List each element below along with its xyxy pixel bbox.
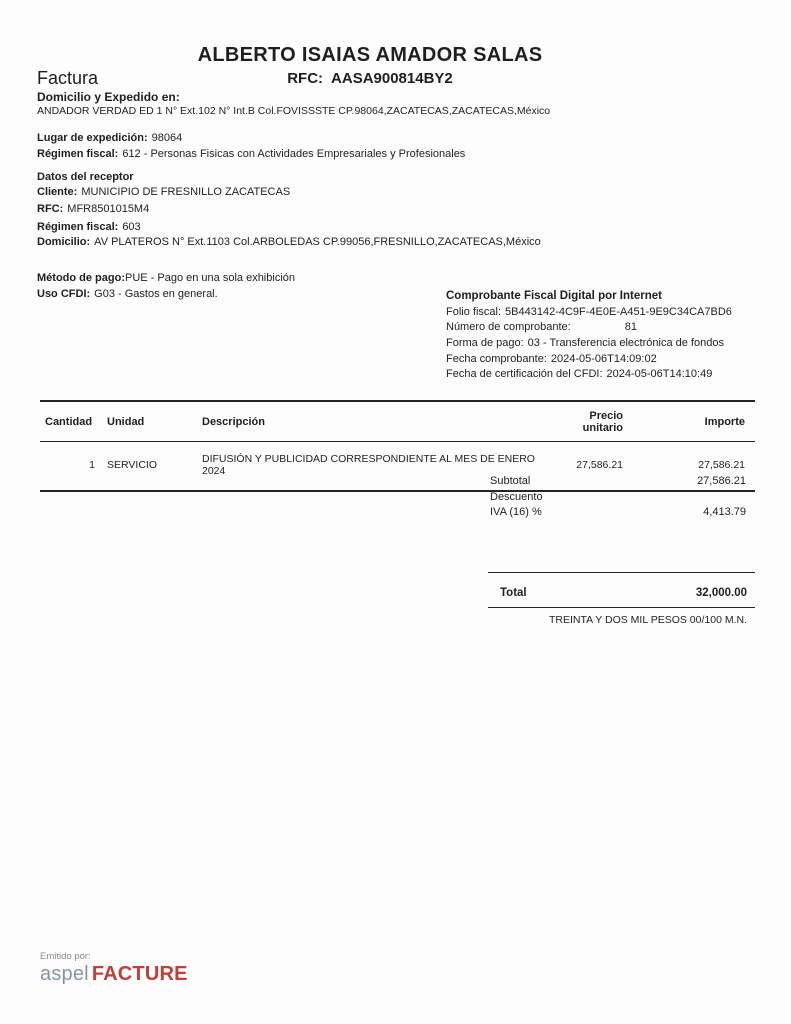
issuer-rfc-value: AASA900814BY2	[331, 70, 453, 87]
col-header-descripcion: Descripción	[202, 416, 265, 428]
cliente-label: Cliente:	[37, 186, 78, 198]
fecha-comprobante-label: Fecha comprobante:	[446, 352, 547, 365]
receptor-domicilio-value: AV PLATEROS N° Ext.1103 Col.ARBOLEDAS CP.99056,FRESNILLO,ZACATECAS,México	[94, 236, 541, 248]
col-header-cantidad: Cantidad	[45, 416, 93, 428]
receptor-regimen-label: Régimen fiscal:	[37, 221, 119, 233]
issuer-name: ALBERTO ISAIAS AMADOR SALAS	[197, 44, 543, 66]
uso-cfdi-line	[37, 288, 218, 300]
col-header-unidad: Unidad	[107, 416, 145, 428]
uso-cfdi-value: G03 - Gastos en general.	[94, 288, 218, 300]
numero-comprobante-line	[446, 321, 732, 337]
forma-pago-value: 03 - Transferencia electrónica de fondos	[527, 337, 724, 350]
col-header-precio-unitario: Precio unitario	[582, 410, 623, 434]
receptor-regimen-value: 603	[122, 221, 141, 233]
descuento-line	[490, 491, 755, 507]
folio-fiscal-label: Folio fiscal:	[446, 305, 502, 318]
total-line	[488, 587, 755, 599]
aspel-logo-text: aspel	[40, 963, 89, 985]
fecha-comprobante-line	[446, 353, 732, 369]
receptor-section-title: Datos del receptor	[37, 171, 134, 183]
issuer-regimen-value: 612 - Personas Fisicas con Actividades Empresariales y Profesionales	[122, 148, 466, 160]
receptor-domicilio-label: Domicilio:	[37, 236, 91, 248]
totals-block	[490, 475, 755, 522]
row-descripcion: DIFUSIÓN Y PUBLICIDAD CORRESPONDIENTE AL MES DE ENERO 2024	[202, 453, 535, 477]
iva-value: 4,413.79	[703, 506, 746, 518]
subtotal-value: 27,586.21	[697, 475, 746, 487]
total-rule-top	[488, 572, 755, 573]
cliente-value: MUNICIPIO DE FRESNILLO ZACATECAS	[81, 186, 291, 198]
row-unidad: SERVICIO	[107, 459, 157, 471]
aspel-facture-logo	[40, 963, 188, 986]
cfdi-block	[446, 290, 732, 384]
descuento-label: Descuento	[490, 490, 543, 503]
uso-cfdi-label: Uso CFDI:	[37, 288, 91, 300]
issuer-header	[0, 44, 740, 87]
total-rule-bottom	[488, 607, 755, 608]
row-importe: 27,586.21	[698, 459, 745, 471]
issuer-domicilio-label: Domicilio y Expedido en:	[37, 90, 180, 104]
cfdi-title: Comprobante Fiscal Digital por Internet	[446, 290, 662, 302]
iva-label: IVA (16) %	[490, 506, 542, 518]
issuer-rfc	[0, 70, 740, 87]
numero-comprobante-value: 81	[624, 321, 637, 334]
items-table-header	[40, 402, 755, 442]
emitido-por-label: Emitido por:	[40, 951, 91, 962]
issuer-rfc-label: RFC:	[287, 70, 324, 87]
total-in-words: TREINTA Y DOS MIL PESOS 00/100 M.N.	[548, 614, 747, 626]
total-label: Total	[500, 587, 527, 599]
subtotal-line	[490, 475, 755, 491]
metodo-pago-label: Método de pago:	[37, 272, 125, 284]
cliente-line	[37, 186, 290, 198]
folio-fiscal-line	[446, 306, 732, 322]
receptor-regimen-line	[37, 221, 141, 233]
lugar-expedicion-line	[37, 132, 182, 144]
folio-fiscal-value: 5B443142-4C9F-4E0E-A451-9E9C34CA7BD6	[505, 305, 732, 318]
row-precio-unitario: 27,586.21	[576, 459, 623, 471]
numero-comprobante-label: Número de comprobante:	[446, 321, 571, 334]
total-value: 32,000.00	[695, 587, 747, 599]
receptor-rfc-label: RFC:	[37, 203, 64, 215]
col-header-importe: Importe	[704, 416, 745, 428]
lugar-value: 98064	[151, 132, 183, 144]
receptor-rfc-line	[37, 203, 149, 215]
subtotal-label: Subtotal	[490, 475, 531, 487]
fecha-certificacion-label: Fecha de certificación del CFDI:	[446, 368, 603, 381]
facture-logo-text: FACTURE	[91, 963, 188, 985]
row-cantidad: 1	[89, 459, 95, 471]
receptor-domicilio-line	[37, 236, 541, 248]
forma-pago-line	[446, 337, 732, 353]
forma-pago-label: Forma de pago:	[446, 337, 524, 350]
metodo-pago-line	[37, 272, 295, 284]
issuer-regimen-line	[37, 148, 465, 160]
descuento-value	[746, 491, 755, 507]
issuer-domicilio-value: ANDADOR VERDAD ED 1 N° Ext.102 N° Int.B Col.FOVISSSTE CP.98064,ZACATECAS,ZACATECAS,México	[37, 105, 551, 117]
document-type-title: Factura	[37, 68, 99, 88]
fecha-certificacion-value: 2024-05-06T14:10:49	[606, 368, 713, 381]
metodo-pago-value: PUE - Pago en una sola exhibición	[125, 272, 295, 284]
fecha-certificacion-line	[446, 368, 732, 384]
lugar-label: Lugar de expedición:	[37, 132, 148, 144]
iva-line	[490, 506, 755, 522]
fecha-comprobante-value: 2024-05-06T14:09:02	[550, 352, 657, 365]
issuer-regimen-label: Régimen fiscal:	[37, 148, 119, 160]
receptor-rfc-value: MFR8501015M4	[67, 203, 150, 215]
